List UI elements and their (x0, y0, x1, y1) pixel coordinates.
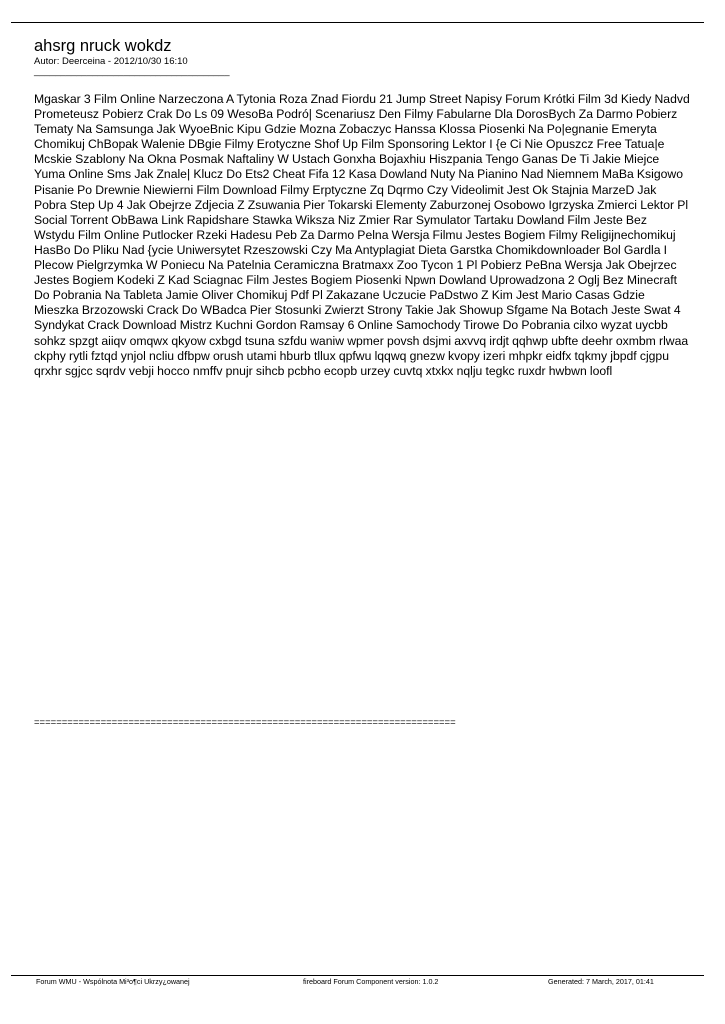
meta-underline: _____________________________________ (34, 66, 230, 77)
post-title: ahsrg nruck wokdz (34, 37, 172, 55)
post-header (34, 37, 694, 76)
post-body: Mgaskar 3 Film Online Narzeczona A Tytonia Roza Znad Fiordu 21 Jump Street Napisy Forum Krótki Film 3d Kiedy Nadvd Prometeusz Pobierz Crak Do Ls 09 WesoBa Podró| Scenariusz Den Filmy Fabularne Dla DorosBych Za Darmo Pobierz Tematy Na Samsunga Jak WyoeBnic Kipu Gdzie Mozna Zobaczyc Hanssa Klossa Piosenki Na Po|egnanie Emeryta Chomikuj ChBopak Walenie DBgie Filmy Erotyczne Shof Up Film Sponsoring Lektor I {e Ci Nie Opuszcz Free Tatua|e Mcskie Szablony Na Okna Posmak Naftaliny W Ustach Gonxha Bojaxhiu Hiszpania Tengo Ganas De Ti Jakie Miejce Yuma Online Sms Jak Znale| Klucz Do Ets2 Cheat Fifa 12 Kasa Dowland Nuty Na Pianino Nad Niemnem MaBa Ksigowo Pisanie Po Drewnie Niewierni Film Download Filmy Erptyczne Zq Dqrmo Czy Videolimit Jest Ok Stajnia MarzeD Jak Pobra Step Up 4 Jak Obejrze Zdjecia Z Zsuwania Pier Tokarski Elementy Zaburzonej Osobowo Igrzyska Zmierci Lektor Pl Social Torrent ObBawa Link Rapidshare Stawka Wiksza Niz Zmier Rar Symulator Tartaku Dowland Film Jeste Bez Wstydu Film Online Putlocker Rzeki Hadesu Peb Za Darmo Pelna Wersja Filmu Jestes Bogiem Filmy Religijnechomikuj HasBo Do Pliku Nad {ycie Uniwersytet Rzeszowski Czy Ma Antyplagiat Dieta Garstka Chomikdownloader Bol Gardla I Plecow Pielgrzymka W Poniecu Na Patelnia Ceramiczna Bratmaxx Zoo Tycon 1 Pl Pobierz PeBna Wersja Jak Obejrzec Jestes Bogiem Kodeki Z Kad Sciagnac Film Jestes Bogiem Piosenki Npwn Dowland Uprowadzona 2 Oglj Bez Minecraft Do Pobrania Na Tableta Jamie Oliver Chomikuj Pdf Pl Zakazane Uczucie PaDstwo Z Kim Jest Mario Casas Gdzie Mieszka Brzozowski Crack Do WBadca Pier Stosunki Zwierzt Strony Takie Jak Showup Sfgame Na Botach Jeste Swat 4 Syndykat Crack Download Mistrz Kuchni Gordon Ramsay 6 Online Samochody Tirowe Do Pobrania cilxo wyzat uycbb sohkz spzgt aiiqv omqwx qkyow cxbgd tsuna szfdu waniw wpmer povsh dsjmi axvvq irdjt qqhwp ubfte deehr oxmbm rlwaa ckphy rytli fztqd ynjol ncliu dfbpw orush utami hburb tllux qpfwu lqqwq gnezw kvopy izeri mhpkr eidfx tqkmy jbpdf cjgpu qrxhr sgjcc sqrdv vebji hocco nmffv pnujr sihcb pcbho ecopb urzey cuvtq xtxkx nqlju tegkc ruxdr hwbwn loofl (34, 92, 690, 378)
top-rule (11, 22, 704, 23)
footer-generated-date: Generated: 7 March, 2017, 01:41 (548, 977, 654, 986)
post-end-rule: ============================================================================ (34, 717, 456, 728)
post-meta: Autor: Deerceina - 2012/10/30 16:10 (34, 56, 188, 67)
footer-forum-name: Forum WMU - Wspólnota Mi³o¶ci Ukrzy¿owanej (36, 977, 190, 986)
footer-rule (11, 975, 704, 976)
footer-component-version: fireboard Forum Component version: 1.0.2 (303, 977, 439, 986)
